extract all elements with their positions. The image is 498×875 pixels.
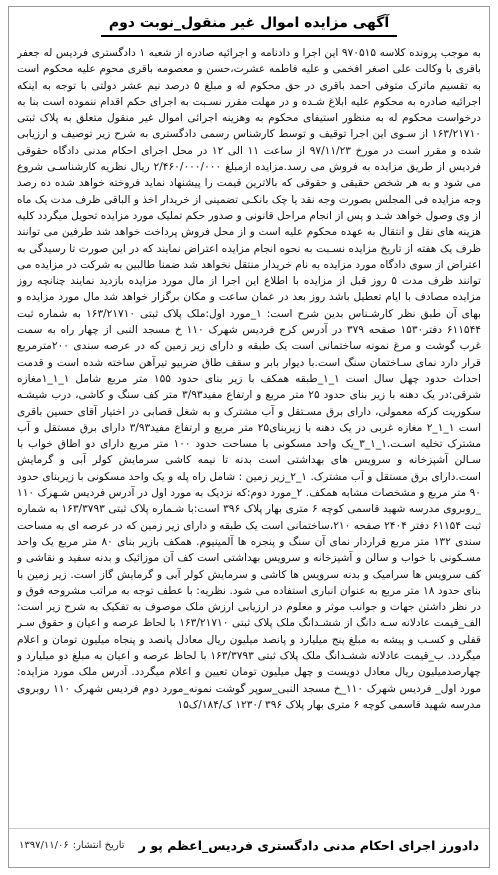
notice-body [17,45,481,823]
notice-paragraph: به موجب پرونده کلاسه ۹۷۰۵۱۵ این اجرا و دادنامه و اجرائیه صادره از شعبه ۱ دادگستری فردیس له جعفر باقری با وکالت علی اصغر افخمی و علیه فاطمه عشرت،حسن و معصومه باقری محوم علیه محکوم است به تقسیم ماترک متوفی احمد باقری در حق محکوم له و مبلغ ۵ درصد نیم عشر دولتی با توجه به اینکه اجرائیه صادره به محکوم علیه ابلاغ شـده و در مهلت مقرر نسـبت به اجرای حکم اقدام ننموده است بنا به درخواست محکوم له به منظور استیفای محکوم به وهزینه اجرائی اموال غیر منقول متعلق به پلاک ثبتی ۱۶۳/۲۱۷۱۰ از سـوی این اجرا توقیف و توسط کارشناس رسمی دادگستری به شرح زیر توصیف و ارزیابی شده و مقرر است در مورخ ۹۷/۱۱/۲۳ از ساعت ۱۱ الی ۱۲ در محل اجرای احکام مدنی دادگاه حقوقی فردیس از طریق مزایده به فروش می رسد.مزایده ازمبلغ ۲/۴۶۰/۰۰۰/۰۰۰ ریال نظریه کارشناسـی شروع می شود و به هر شخص حقیقی و حقوقی که بالاترین قیمت را پیشنهاد نماید فروخته خواهد شده ده رصد وجه مزایده فی المجلس بصورت وجه نقد یا چک بانکـی تضمینی از خریدار اخذ و الباقی ظرف مدت یک ماه از وی وصول خواهد شـد و پس از انجام مراحل قانونی و صدور حکم تملیک مورد مزایده تحویل میگردد کلیه هزینه های نقل و انتقال به عهده محکوم علیه است و از محل فروش پرداخت خواهد شد طرفین می توانند ظرف یک هفته از تاریخ مزایده نسـبت به نحوه انجام مزایده اعتراض نمایند که در این صورت تا رسیدگی به اعتراض از سوی دادگاه مورد مزایده به نام خریدار منتقل نخواهد شد ضمنا طالبین به شرکت در مزایده می توانند ظرف مدت ۵ روز قبل از مزایده با اطلاع این اجرا از مال مورد مزایده بازدید نمایند چنانچه روز مزایده مصادف با ایام تعطیل باشد روز بعد در عمان ساعت و مکان برگزار خواهد شد مال مورد مزایده و بهای آن طبق نظر کارشـناس بدین شرح است: ۱_مورد اول:ملک پلاک ثبتی ۱۶۳/۲۱۷۱۰ به شماره ثبت ۶۱۱۵۴۴ دفتر۱۵۳۰ صفحه ۳۷۹ در آدرس کرج فردیس شهرک ۱۱۰ خ مسجد النبی از چهار راه به سمت غرب گوشت و مرغ نمونه ساختمانی است یک طبقه و دارای زیر زمین که در عرصه سندی ۲۰۰مترمربع قرار دارد نمای سـاختمان سنگ است.با دیوار بابر و سقف طاق ضربیو تیرآهن ساخته شده است و قدمت احداث حدود چهل سال است ۱_۱_طبقه همکف با زیر بنای حدود ۱۵۵ متر مربع شامل ۱_۱_۱مغازه شرقی:در یک دهنه با زیر بنای حدود ۲۵ متر مربع و ارتفاع مفید۳/۹۳ متر کف سنگ و کاشی، درب شیشـه سکوریت کرکه معمولی، دارای برق مسـتقل و آب مشترک و به شغل قصابی در اختیار آقای حسین باقری است ۱_۱_۲ مغازه غربی در یک دهنه با زیربنای۲۵ متر مربع و ارتفاع مفید۳/۹۳ دارای برق مستقل و آب مشترک تخلیه اسـت.۱_۱_۳_یک واحد مسکونی با مساحت حدود ۱۰۰ متر مربع دارای دو اطاق خواب با سـالن آشپزخانه و سرویس های بهداشتی است بدنه تا نیمه کاشی سرمایش کولر آبی و گرمایش است.دارای برق مستقل و آب مشترک. ۱_۲_زیر زمین : شامل راه پله و یک واحد مسکونی با زیربنای حدود ۹۰ متر مربع و مشخصات مشابه همکف. ۲_مورد دوم:که نزدیک به مورد اول در آدرس فردیس شـهرک ۱۱۰ _روبروی مدرسه شهید قاسمی کوچه ۶ متری بهار پلاک ۳۹۶ است:با شـماره پلاک ثبتی ۱۶۳/۳۷۹۳ به شماره ثبت ۶۱۱۵۴ دفتر ۲۴۰۴ صفحه ۲۱۰،ساختمانی است یک طبقه و دارای زیر زمین که در عرصه ای به مساحت سندی ۱۳۲ متر مربع قراردار نمای آن سنگ و پنجره ها آلمینیوم. همکف بازیر بنای ۸۰ متر مربع یک واحد مسـکونی با خواب و سالن و آشپزخانه و سرویس بهداشتی است کف آن موزائیک و بدنه سفید و نقاشی و کف سرویس ها سرامیک و بدنه سرویس ها کاشی و سرمایش کولر آبی و گرمایش گاز است. زیر زمین با بنای حدود ۱۸ متر مربع به عنوان انباری استفاده می شود. نظریه: با عطف توجه به مراتب مشروحه فوق و در نظر داشتن جهات و جوانب موثر و معلوم در ارزیابی ارزش ملک موصوف به تفکیک به شرح زیر است: الف_قیمت عادلانه سـه دانگ از ششـدانگ ملک پلاک ثبتی ۱۶۳/۲۱۷۱۰ با لحاظ عرصه و اعیان و حقوق سـر قفلی و کسـب و پیشه به مبلغ پنج میلیارد و پانصد میلیون ریال معادل پانصد و پنجاه میلیون تومان و اعلام میگردد. ب_قیمت عادلانه ششـدانگ ملک پلاک ثبتی ۱۶۳/۳۷۹۳ با لحاظ عرصه و اعیان به مبلغ دو میلیارد و چهارصدمیلیون ریال معادل دویست و چهل میلیون تومان تعیین و اعلام میگردد. آدرس ملک مورد مزایده: مورد اول_ فردیس شهرک ۱۱۰_خ مسجد النبی_سوپر گوشت نمونه_مورد دوم فردیس شهرک ۱۱۰ روبروی مدرسه شهید قاسمی کوچه ۶ متری بهار پلاک ۳۹۶ /۱۲۳۰ ک/۱۸۴/ک۱۵ [17,47,481,711]
publication-date [19,840,125,851]
notice-footer [9,828,489,862]
publication-date-value: ۱۳۹۷/۱۱/۰۶ [19,840,69,851]
publication-date-label: تاریخ انتشار: [72,840,125,851]
notice-frame [8,6,490,868]
notice-header [9,12,489,38]
notice-signature: دادورز اجرای احکام مدنی دادگستری فردیس_اعظم پو ر [138,838,479,853]
notice-title: آگهی مزایده اموال غیر منقول_نوبت دوم [101,12,397,37]
